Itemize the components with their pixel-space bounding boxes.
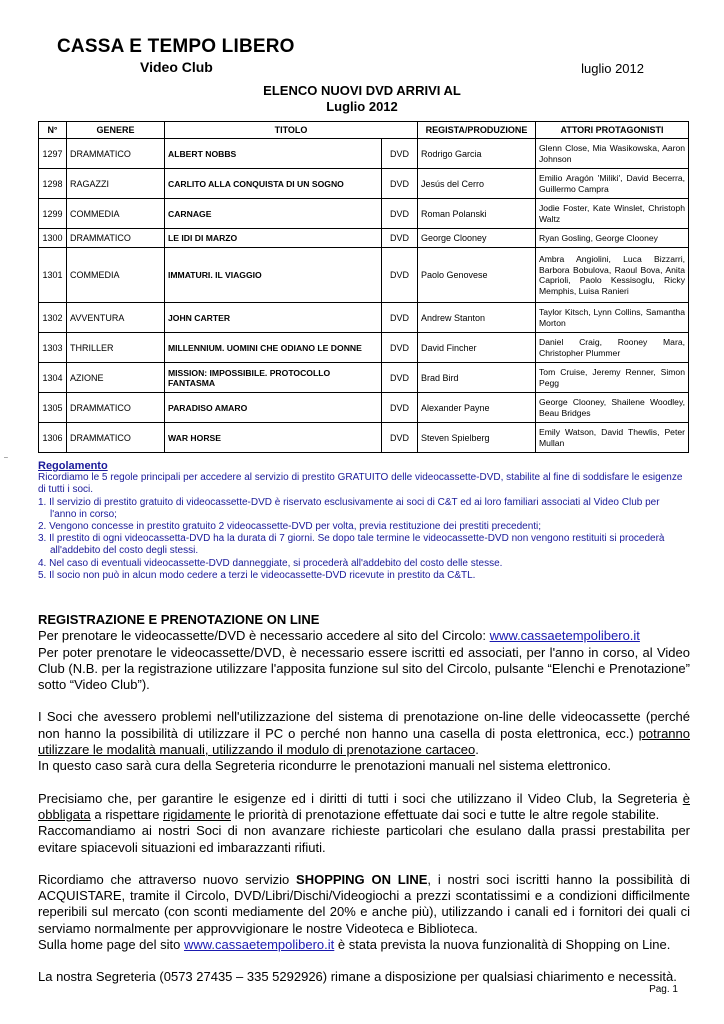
rule-item-1: 1. Il servizio di prestito gratuito di videocassette-DVD è riservato esclusivamente ai soci di C&T ed ai loro familiari associati al Video Club per l'anno in corso; xyxy=(38,496,660,520)
row-director: Alexander Payne xyxy=(418,393,536,423)
row-media: DVD xyxy=(382,333,418,363)
row-director: Brad Bird xyxy=(418,363,536,393)
row-number: 1298 xyxy=(39,169,67,199)
document-title: CASSA E TEMPO LIBERO xyxy=(57,36,295,57)
row-genre: RAGAZZI xyxy=(67,169,165,199)
p4-text: Ricordiamo che attraverso nuovo servizio xyxy=(38,871,297,887)
row-director: Steven Spielberg xyxy=(418,423,536,453)
row-director: Rodrigo Garcia xyxy=(418,139,536,169)
row-number: 1301 xyxy=(39,248,67,303)
rules-section xyxy=(38,460,688,582)
rule-item-3: 3. Il prestito di ogni videocassetta-DVD ha la durata di 7 giorni. Se dopo tale termine le videocassette-DVD non vengono restituiti si procederà all'addebito del costo degli stessi. xyxy=(38,533,665,557)
document-subtitle: Video Club xyxy=(140,59,213,75)
row-actors: Emily Watson, David Thewlis, Peter Mullan xyxy=(536,423,689,453)
registration-paragraph-1 xyxy=(38,628,690,693)
row-actors: Tom Cruise, Jeremy Renner, Simon Pegg xyxy=(536,363,689,393)
row-actors: Jodie Foster, Kate Winslet, Christoph Waltz xyxy=(536,199,689,229)
row-director: Paolo Genovese xyxy=(418,248,536,303)
row-genre: DRAMMATICO xyxy=(67,393,165,423)
row-media: DVD xyxy=(382,169,418,199)
row-genre: DRAMMATICO xyxy=(67,139,165,169)
row-title: MISSION: IMPOSSIBILE. PROTOCOLLO FANTASMA xyxy=(165,363,382,393)
page-marker: – xyxy=(4,454,8,461)
row-number: 1300 xyxy=(39,229,67,248)
p3-text-4: Raccomandiamo ai nostri Soci di non avanzare richieste particolari che esulano dalla prassi prestabilita per evitare spiacevoli situazioni ed imbarazzanti rifiuti. xyxy=(38,823,690,855)
row-genre: THRILLER xyxy=(67,333,165,363)
row-title: CARLITO ALLA CONQUISTA DI UN SOGNO xyxy=(165,169,382,199)
col-header-title: TITOLO xyxy=(165,122,418,139)
list-subtitle: Luglio 2012 xyxy=(326,99,398,114)
rule-item-5: 5. Il socio non può in alcun modo cedere a terzi le videocassette-DVD ricevute in prestito da C&TL. xyxy=(38,569,476,581)
row-actors: Taylor Kitsch, Lynn Collins, Samantha Morton xyxy=(536,303,689,333)
row-genre: AZIONE xyxy=(67,363,165,393)
row-actors: George Clooney, Shailene Woodley, Beau Bridges xyxy=(536,393,689,423)
document-date: luglio 2012 xyxy=(581,61,644,76)
row-media: DVD xyxy=(382,393,418,423)
page-number: Pag. 1 xyxy=(649,984,678,995)
table-row xyxy=(39,393,689,423)
col-header-genre: GENERE xyxy=(67,122,165,139)
row-media: DVD xyxy=(382,229,418,248)
table-row xyxy=(39,139,689,169)
p4-text-3: Sulla home page del sito xyxy=(38,937,184,953)
row-media: DVD xyxy=(382,199,418,229)
row-title: MILLENNIUM. UOMINI CHE ODIANO LE DONNE xyxy=(165,333,382,363)
row-genre: COMMEDIA xyxy=(67,248,165,303)
table-row xyxy=(39,303,689,333)
row-actors: Glenn Close, Mia Wasikowska, Aaron Johnson xyxy=(536,139,689,169)
p4-text-2: , i nostri soci iscritti hanno la possibilità di ACQUISTARE, tramite il Circolo, DVD/Libri/Dischi/Videogiochi a prezzi scontatissimi e a condizioni difficilmente reperibili sul mercato (con sconti mediamente del 20% e anche più), utilizzando i canali ed i fornitori dei quali ci serviamo normalmente per approvvigionare le nostre Videoteca e Biblioteca. xyxy=(38,871,690,936)
p3-text: Precisiamo che, per garantire le esigenze ed i diritti di tutti i soci che utilizzano il Video Club, la Segreteria xyxy=(38,790,683,806)
row-genre: DRAMMATICO xyxy=(67,229,165,248)
row-number: 1303 xyxy=(39,333,67,363)
p4-shopping: SHOPPING ON LINE xyxy=(296,871,428,887)
table-body xyxy=(39,139,689,453)
p2-period: . xyxy=(475,742,479,758)
rule-item-2: 2. Vengono concesse in prestito gratuito 2 videocassette-DVD per volta, previa restituzione dei prestiti precedenti; xyxy=(38,521,542,533)
rules-intro: Ricordiamo le 5 regole principali per accedere al servizio di prestito GRATUITO delle videocassette-DVD, stabilite al fine di soddisfare le esigenze di tutti i soci. xyxy=(38,472,683,496)
dvd-table xyxy=(38,121,689,453)
p1-text: Per prenotare le videocassette/DVD è necessario accedere al sito del Circolo: xyxy=(38,628,490,644)
row-title: LE IDI DI MARZO xyxy=(165,229,382,248)
row-title: PARADISO AMARO xyxy=(165,393,382,423)
row-genre: DRAMMATICO xyxy=(67,423,165,453)
p3-rigidamente: rigidamente xyxy=(163,806,231,822)
row-media: DVD xyxy=(382,139,418,169)
row-director: Jesús del Cerro xyxy=(418,169,536,199)
registration-paragraph-3 xyxy=(38,791,690,856)
row-director: Roman Polanski xyxy=(418,199,536,229)
col-header-actors: ATTORI PROTAGONISTI xyxy=(536,122,689,139)
table-row xyxy=(39,199,689,229)
p3-text-2: a rispettare xyxy=(90,806,164,822)
p2-text: I Soci che avessero problemi nell'utilizzazione del sistema di prenotazione on-line delle videocassette (perché non hanno la possibilità di utilizzare il PC o perché non hanno una casella di posta elettronica, ecc.) xyxy=(38,709,690,741)
table-row xyxy=(39,169,689,199)
row-director: David Fincher xyxy=(418,333,536,363)
row-title: ALBERT NOBBS xyxy=(165,139,382,169)
table-row xyxy=(39,333,689,363)
col-header-number: N° xyxy=(39,122,67,139)
row-number: 1305 xyxy=(39,393,67,423)
row-actors: Emilio Aragón 'Miliki', David Becerra, Guillermo Campra xyxy=(536,169,689,199)
row-number: 1302 xyxy=(39,303,67,333)
list-title: ELENCO NUOVI DVD ARRIVI AL xyxy=(263,83,461,98)
rules-title: Regolamento xyxy=(38,460,108,472)
row-media: DVD xyxy=(382,248,418,303)
registration-paragraph-4 xyxy=(38,872,690,953)
row-number: 1299 xyxy=(39,199,67,229)
p4-text-4: è stata prevista la nuova funzionalità di Shopping on Line. xyxy=(334,937,671,953)
row-title: JOHN CARTER xyxy=(165,303,382,333)
row-media: DVD xyxy=(382,363,418,393)
row-genre: AVVENTURA xyxy=(67,303,165,333)
row-actors: Ryan Gosling, George Clooney xyxy=(536,229,689,248)
row-genre: COMMEDIA xyxy=(67,199,165,229)
row-title: WAR HORSE xyxy=(165,423,382,453)
row-number: 1304 xyxy=(39,363,67,393)
contact-paragraph: La nostra Segreteria (0573 27435 – 335 5292926) rimane a disposizione per qualsiasi chiarimento e necessità. xyxy=(38,969,677,985)
row-actors: Ambra Angiolini, Luca Bizzarri, Barbora Bobulova, Raoul Bova, Anita Caprioli, Paolo Kessisoglu, Ricky Memphis, Luisa Ranieri xyxy=(536,248,689,303)
table-row xyxy=(39,229,689,248)
row-title: CARNAGE xyxy=(165,199,382,229)
registration-paragraph-2 xyxy=(38,709,690,774)
table-header-row xyxy=(39,122,689,139)
row-director: George Clooney xyxy=(418,229,536,248)
row-actors: Daniel Craig, Rooney Mara, Christopher Plummer xyxy=(536,333,689,363)
site-link[interactable]: www.cassaetempolibero.it xyxy=(489,628,640,644)
p1-text-2: Per poter prenotare le videocassette/DVD, è necessario essere iscritti ed associati, per l'anno in corso, al Video Club (N.B. per la registrazione utilizzare l'apposita funzione sul sito del Circolo, pulsante “Elenchi e Prenotazione” sotto “Video Club”). xyxy=(38,644,690,693)
registration-heading: REGISTRAZIONE E PRENOTAZIONE ON LINE xyxy=(38,612,320,627)
row-number: 1306 xyxy=(39,423,67,453)
table-row xyxy=(39,248,689,303)
rule-item-4: 4. Nel caso di eventuali videocassette-DVD danneggiate, si procederà all'addebito del costo delle stesse. xyxy=(38,557,503,569)
table-row xyxy=(39,423,689,453)
row-title: IMMATURI. IL VIAGGIO xyxy=(165,248,382,303)
row-director: Andrew Stanton xyxy=(418,303,536,333)
site-link-2[interactable]: www.cassaetempolibero.it xyxy=(183,937,335,953)
p2-underlined: potranno utilizzare le modalità manuali, utilizzando il modulo di prenotazione cartaceo xyxy=(38,725,690,758)
p3-text-3: le priorità di prenotazione effettuate dai soci e tutte le altre regole stabilite. xyxy=(230,806,660,822)
row-media: DVD xyxy=(382,303,418,333)
row-media: DVD xyxy=(382,423,418,453)
p2-text-2: In questo caso sarà cura della Segreteria ricondurre le prenotazioni manuali nel sistema elettronico. xyxy=(38,758,612,774)
registration-section xyxy=(38,612,690,1002)
p3-obbligata: è obbligata xyxy=(38,790,690,822)
row-number: 1297 xyxy=(39,139,67,169)
table-row xyxy=(39,363,689,393)
list-heading xyxy=(0,83,724,115)
col-header-director: REGISTA/PRODUZIONE xyxy=(418,122,536,139)
